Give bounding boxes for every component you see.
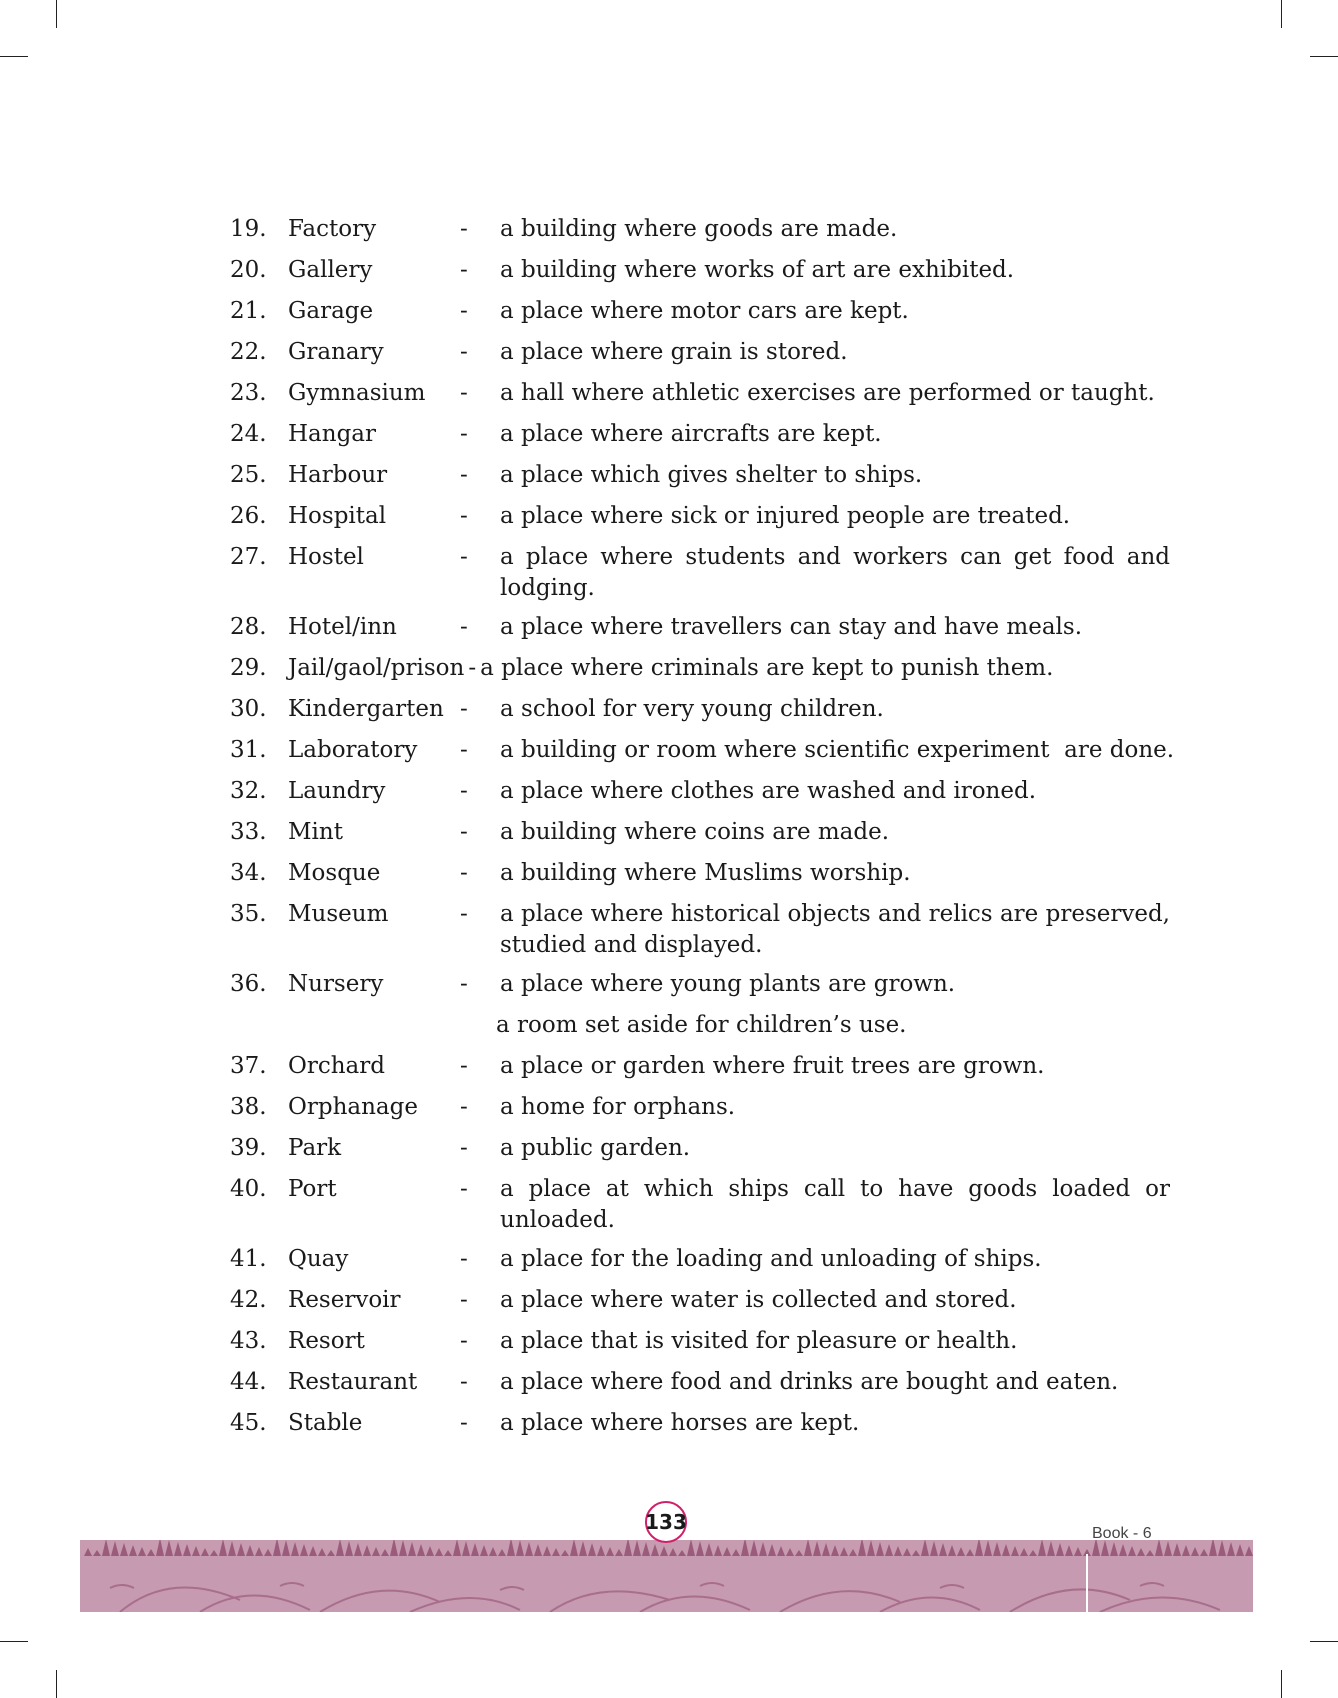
tree-icon bbox=[741, 1540, 749, 1556]
list-item bbox=[230, 1403, 1170, 1444]
item-number: 20. bbox=[230, 257, 267, 283]
list-item bbox=[230, 1239, 1170, 1280]
tree-icon bbox=[300, 1544, 308, 1556]
tree-icon bbox=[255, 1547, 263, 1556]
tree-icon bbox=[1173, 1543, 1181, 1556]
tree-icon bbox=[84, 1548, 92, 1556]
item-number: 44. bbox=[230, 1369, 267, 1395]
item-term: Resort bbox=[288, 1328, 365, 1354]
item-definition-continuation: unloaded. bbox=[500, 1207, 615, 1233]
tree-icon bbox=[849, 1549, 857, 1556]
tree-icon bbox=[291, 1542, 299, 1556]
item-definition: a place where horses are kept. bbox=[500, 1410, 860, 1436]
item-separator: - bbox=[468, 655, 477, 681]
item-definition: a building where goods are made. bbox=[500, 216, 898, 242]
tree-icon bbox=[102, 1540, 110, 1556]
tree-icon bbox=[903, 1548, 911, 1556]
item-term: Orphanage bbox=[288, 1094, 418, 1120]
item-term: Nursery bbox=[288, 971, 384, 997]
tree-icon bbox=[579, 1541, 587, 1556]
item-separator: - bbox=[460, 1287, 468, 1313]
item-number: 32. bbox=[230, 778, 267, 804]
tree-icon bbox=[489, 1547, 497, 1556]
item-separator: - bbox=[460, 421, 468, 447]
item-term: Garage bbox=[288, 298, 374, 324]
item-term: Gymnasium bbox=[288, 380, 426, 406]
item-number: 41. bbox=[230, 1246, 267, 1272]
item-term: Orchard bbox=[288, 1053, 385, 1079]
list-item bbox=[230, 730, 1175, 771]
tree-icon bbox=[606, 1547, 614, 1556]
item-number: 24. bbox=[230, 421, 267, 447]
tree-icon bbox=[498, 1549, 506, 1556]
tree-icon bbox=[1155, 1540, 1163, 1556]
item-separator: - bbox=[460, 298, 468, 324]
list-item bbox=[230, 689, 1170, 730]
tree-icon bbox=[156, 1540, 164, 1556]
item-definition: a home for orphans. bbox=[500, 1094, 736, 1120]
item-definition: a place where criminals are kept to punish them. bbox=[480, 655, 1054, 681]
tree-icon bbox=[228, 1541, 236, 1556]
tree-icon bbox=[201, 1548, 209, 1556]
item-separator: - bbox=[460, 1369, 468, 1395]
crop-mark bbox=[1310, 1641, 1338, 1642]
item-term: Park bbox=[288, 1135, 342, 1161]
item-number: 45. bbox=[230, 1410, 267, 1436]
item-term: Museum bbox=[288, 901, 389, 927]
list-item bbox=[230, 1362, 1170, 1403]
list-item bbox=[230, 250, 1170, 291]
item-term: Restaurant bbox=[288, 1369, 418, 1395]
item-term: Laboratory bbox=[288, 737, 418, 763]
crop-mark bbox=[1281, 0, 1282, 28]
item-term: Harbour bbox=[288, 462, 388, 488]
tree-icon bbox=[381, 1549, 389, 1556]
item-definition: a place where students and workers can get food and bbox=[500, 544, 1170, 570]
tree-icon bbox=[129, 1545, 137, 1556]
tree-icon bbox=[237, 1543, 245, 1556]
tree-icon bbox=[678, 1550, 686, 1556]
item-number: 19. bbox=[230, 216, 267, 242]
item-definition: a place where young plants are grown. bbox=[500, 971, 956, 997]
item-number: 42. bbox=[230, 1287, 267, 1313]
tree-icon bbox=[1038, 1540, 1046, 1556]
tree-icon bbox=[1191, 1547, 1199, 1556]
list-item bbox=[230, 373, 1170, 414]
tree-icon bbox=[192, 1546, 200, 1556]
tree-icon bbox=[948, 1545, 956, 1556]
list-item bbox=[230, 1169, 1170, 1210]
tree-icon bbox=[1137, 1548, 1145, 1556]
item-separator: - bbox=[460, 971, 468, 997]
item-term: Gallery bbox=[288, 257, 373, 283]
item-definition: a place that is visited for pleasure or health. bbox=[500, 1328, 1018, 1354]
tree-icon bbox=[921, 1540, 929, 1556]
tree-icon bbox=[273, 1540, 281, 1556]
item-definition: a place which gives shelter to ships. bbox=[500, 462, 923, 488]
item-separator: - bbox=[460, 544, 468, 570]
list-item bbox=[230, 648, 1170, 689]
item-separator: - bbox=[460, 380, 468, 406]
item-term: Hostel bbox=[288, 544, 364, 570]
tree-icon bbox=[867, 1540, 875, 1556]
item-separator: - bbox=[460, 860, 468, 886]
item-separator: - bbox=[460, 503, 468, 529]
item-number: 25. bbox=[230, 462, 267, 488]
tree-icon bbox=[732, 1549, 740, 1556]
tree-icon bbox=[1065, 1545, 1073, 1556]
item-separator: - bbox=[460, 1410, 468, 1436]
tree-icon bbox=[516, 1540, 524, 1556]
item-number: 28. bbox=[230, 614, 267, 640]
item-term: Mosque bbox=[288, 860, 381, 886]
item-definition-continuation: studied and displayed. bbox=[500, 932, 763, 958]
tree-icon bbox=[444, 1550, 452, 1556]
tree-icon bbox=[1002, 1544, 1010, 1556]
tree-icon bbox=[768, 1544, 776, 1556]
tree-icon bbox=[651, 1544, 659, 1556]
tree-icon bbox=[543, 1546, 551, 1556]
item-definition: a place where aircrafts are kept. bbox=[500, 421, 882, 447]
item-number: 27. bbox=[230, 544, 267, 570]
tree-icon bbox=[624, 1540, 632, 1556]
list-item bbox=[230, 496, 1170, 537]
tree-icon bbox=[1200, 1549, 1208, 1556]
tree-icon bbox=[1011, 1546, 1019, 1556]
tree-icon bbox=[777, 1546, 785, 1556]
item-number: 39. bbox=[230, 1135, 267, 1161]
crop-mark bbox=[1310, 56, 1338, 57]
item-term: Mint bbox=[288, 819, 343, 845]
item-definition: a place where food and drinks are bought and eaten. bbox=[500, 1369, 1119, 1395]
tree-icon bbox=[246, 1545, 254, 1556]
tree-icon bbox=[1245, 1546, 1253, 1556]
tree-icon bbox=[93, 1550, 101, 1556]
item-separator: - bbox=[460, 819, 468, 845]
tree-icon bbox=[687, 1540, 695, 1556]
tree-icon bbox=[786, 1548, 794, 1556]
item-definition: a place where sick or injured people are treated. bbox=[500, 503, 1071, 529]
tree-icon bbox=[1128, 1546, 1136, 1556]
tree-icon bbox=[1227, 1542, 1235, 1556]
item-definition-continuation: lodging. bbox=[500, 575, 595, 601]
item-number: 34. bbox=[230, 860, 267, 886]
item-number: 26. bbox=[230, 503, 267, 529]
page-number: 133 bbox=[645, 1501, 687, 1543]
tree-icon bbox=[1182, 1545, 1190, 1556]
tree-icon bbox=[1218, 1540, 1226, 1556]
item-term: Laundry bbox=[288, 778, 386, 804]
item-number: 43. bbox=[230, 1328, 267, 1354]
tree-icon bbox=[1047, 1541, 1055, 1556]
item-definition: a public garden. bbox=[500, 1135, 691, 1161]
tree-icon bbox=[930, 1541, 938, 1556]
item-number: 21. bbox=[230, 298, 267, 324]
list-item bbox=[230, 455, 1170, 496]
tree-icon bbox=[669, 1548, 677, 1556]
tree-icon bbox=[435, 1548, 443, 1556]
list-item bbox=[230, 1321, 1170, 1362]
tree-icon bbox=[993, 1542, 1001, 1556]
item-term: Port bbox=[288, 1176, 337, 1202]
tree-icon bbox=[336, 1540, 344, 1556]
item-separator: - bbox=[460, 1053, 468, 1079]
tree-icon bbox=[282, 1540, 290, 1556]
item-separator: - bbox=[460, 778, 468, 804]
list-item bbox=[230, 853, 1170, 894]
item-separator: - bbox=[460, 216, 468, 242]
list-item bbox=[230, 1046, 1170, 1087]
tree-icon bbox=[354, 1543, 362, 1556]
item-separator: - bbox=[460, 614, 468, 640]
tree-icon bbox=[363, 1545, 371, 1556]
item-separator: - bbox=[460, 737, 468, 763]
item-separator: - bbox=[460, 1328, 468, 1354]
tree-icon bbox=[147, 1549, 155, 1556]
tree-icon bbox=[471, 1543, 479, 1556]
list-item bbox=[230, 1087, 1170, 1128]
tree-icon bbox=[426, 1546, 434, 1556]
item-number: 38. bbox=[230, 1094, 267, 1120]
tree-icon bbox=[1056, 1543, 1064, 1556]
tree-icon bbox=[642, 1542, 650, 1556]
tree-icon bbox=[984, 1540, 992, 1556]
tree-icon bbox=[1020, 1548, 1028, 1556]
tree-icon bbox=[138, 1547, 146, 1556]
item-definition: a place where water is collected and stored. bbox=[500, 1287, 1017, 1313]
tree-icon bbox=[705, 1543, 713, 1556]
item-term: Quay bbox=[288, 1246, 349, 1272]
list-item bbox=[230, 291, 1170, 332]
item-separator: - bbox=[460, 901, 468, 927]
tree-icon bbox=[408, 1542, 416, 1556]
item-number: 35. bbox=[230, 901, 267, 927]
tree-icon bbox=[633, 1540, 641, 1556]
crop-mark bbox=[56, 0, 57, 28]
item-term: Hangar bbox=[288, 421, 377, 447]
tree-icon bbox=[345, 1541, 353, 1556]
tree-icon bbox=[885, 1544, 893, 1556]
tree-icon bbox=[831, 1545, 839, 1556]
item-definition: a place at which ships call to have goods loaded or bbox=[500, 1176, 1170, 1202]
tree-icon bbox=[615, 1549, 623, 1556]
tree-icon bbox=[165, 1540, 173, 1556]
tree-icon bbox=[534, 1544, 542, 1556]
glossary-list bbox=[230, 209, 1175, 1444]
forest-hills-decoration bbox=[80, 1540, 1253, 1612]
tree-icon bbox=[912, 1550, 920, 1556]
item-term: Hotel/inn bbox=[288, 614, 397, 640]
item-separator: - bbox=[460, 696, 468, 722]
crop-mark bbox=[56, 1670, 57, 1698]
tree-icon bbox=[876, 1542, 884, 1556]
item-definition: a place where travellers can stay and have meals. bbox=[500, 614, 1083, 640]
tree-icon bbox=[894, 1546, 902, 1556]
tree-icon bbox=[183, 1544, 191, 1556]
item-definition: a place where motor cars are kept. bbox=[500, 298, 909, 324]
tree-icon bbox=[462, 1541, 470, 1556]
tree-icon bbox=[111, 1541, 119, 1556]
tree-icon bbox=[264, 1549, 272, 1556]
item-term: Jail/gaol/prison bbox=[288, 655, 465, 681]
list-item bbox=[230, 1280, 1170, 1321]
crop-mark bbox=[1281, 1670, 1282, 1698]
tree-icon bbox=[219, 1540, 227, 1556]
item-separator: - bbox=[460, 462, 468, 488]
item-definition: a building where Muslims worship. bbox=[500, 860, 911, 886]
tree-icon bbox=[759, 1542, 767, 1556]
tree-icon bbox=[840, 1547, 848, 1556]
item-definition-continuation: a room set aside for children’s use. bbox=[496, 1012, 907, 1038]
item-number: 40. bbox=[230, 1176, 267, 1202]
tree-icon bbox=[210, 1550, 218, 1556]
tree-icon bbox=[939, 1543, 947, 1556]
tree-icon bbox=[858, 1540, 866, 1556]
item-number: 30. bbox=[230, 696, 267, 722]
item-number: 23. bbox=[230, 380, 267, 406]
item-term: Stable bbox=[288, 1410, 363, 1436]
list-item bbox=[230, 332, 1170, 373]
crop-mark bbox=[0, 56, 28, 57]
tree-icon bbox=[1146, 1550, 1154, 1556]
tree-icon bbox=[957, 1547, 965, 1556]
item-number: 37. bbox=[230, 1053, 267, 1079]
item-term: Reservoir bbox=[288, 1287, 401, 1313]
tree-icon bbox=[813, 1541, 821, 1556]
tree-icon bbox=[525, 1542, 533, 1556]
list-item bbox=[230, 964, 1170, 1005]
item-number: 36. bbox=[230, 971, 267, 997]
item-definition: a building where coins are made. bbox=[500, 819, 890, 845]
tree-icon bbox=[966, 1549, 974, 1556]
tree-icon bbox=[1074, 1547, 1082, 1556]
item-definition: a school for very young children. bbox=[500, 696, 884, 722]
tree-icon bbox=[309, 1546, 317, 1556]
item-number: 33. bbox=[230, 819, 267, 845]
list-item bbox=[230, 209, 1170, 250]
item-definition: a place or garden where fruit trees are grown. bbox=[500, 1053, 1045, 1079]
tree-icon bbox=[570, 1540, 578, 1556]
tree-icon bbox=[1029, 1550, 1037, 1556]
tree-icon bbox=[399, 1540, 407, 1556]
item-separator: - bbox=[460, 1135, 468, 1161]
list-item bbox=[230, 1128, 1170, 1169]
item-definition: a place where historical objects and relics are preserved, bbox=[500, 901, 1170, 927]
tree-icon bbox=[795, 1550, 803, 1556]
tree-icon bbox=[975, 1540, 983, 1556]
item-separator: - bbox=[460, 1094, 468, 1120]
list-item bbox=[230, 607, 1170, 648]
item-separator: - bbox=[460, 339, 468, 365]
item-definition: a building where works of art are exhibited. bbox=[500, 257, 1015, 283]
item-definition: a place where clothes are washed and ironed. bbox=[500, 778, 1037, 804]
item-term: Kindergarten bbox=[288, 696, 444, 722]
tree-icon bbox=[696, 1541, 704, 1556]
tree-icon bbox=[1110, 1542, 1118, 1556]
tree-icon bbox=[750, 1540, 758, 1556]
tree-icon bbox=[417, 1544, 425, 1556]
tree-icon bbox=[507, 1540, 515, 1556]
tree-icon bbox=[1119, 1544, 1127, 1556]
tree-icon bbox=[390, 1540, 398, 1556]
tree-icon bbox=[120, 1543, 128, 1556]
tree-icon bbox=[1236, 1544, 1244, 1556]
list-item bbox=[230, 414, 1170, 455]
item-separator: - bbox=[460, 1176, 468, 1202]
item-separator: - bbox=[460, 257, 468, 283]
tree-icon bbox=[588, 1543, 596, 1556]
item-definition: a building or room where scientific experiment are done. bbox=[500, 737, 1175, 763]
item-number: 29. bbox=[230, 655, 267, 681]
tree-icon bbox=[822, 1543, 830, 1556]
list-item bbox=[230, 771, 1170, 812]
tree-icon bbox=[174, 1542, 182, 1556]
book-label: Book - 6 bbox=[1092, 1525, 1152, 1542]
tree-icon bbox=[480, 1545, 488, 1556]
footer-decoration bbox=[80, 1540, 1253, 1612]
crop-mark bbox=[0, 1641, 28, 1642]
tree-icon bbox=[660, 1546, 668, 1556]
tree-icon bbox=[804, 1540, 812, 1556]
tree-icon bbox=[1164, 1541, 1172, 1556]
tree-icon bbox=[597, 1545, 605, 1556]
tree-icon bbox=[372, 1547, 380, 1556]
tree-icon bbox=[327, 1550, 335, 1556]
tree-icon bbox=[552, 1548, 560, 1556]
tree-icon bbox=[453, 1540, 461, 1556]
item-definition: a place where grain is stored. bbox=[500, 339, 848, 365]
item-number: 31. bbox=[230, 737, 267, 763]
tree-icon bbox=[723, 1547, 731, 1556]
item-definition: a place for the loading and unloading of ships. bbox=[500, 1246, 1042, 1272]
item-term: Hospital bbox=[288, 503, 387, 529]
list-item bbox=[230, 812, 1170, 853]
item-definition: a hall where athletic exercises are performed or taught. bbox=[500, 380, 1155, 406]
tree-icon bbox=[561, 1550, 569, 1556]
item-separator: - bbox=[460, 1246, 468, 1272]
tree-icon bbox=[1209, 1540, 1217, 1556]
item-term: Factory bbox=[288, 216, 377, 242]
list-item bbox=[230, 537, 1170, 578]
item-number: 22. bbox=[230, 339, 267, 365]
item-term: Granary bbox=[288, 339, 384, 365]
tree-icon bbox=[714, 1545, 722, 1556]
tree-icon bbox=[318, 1548, 326, 1556]
